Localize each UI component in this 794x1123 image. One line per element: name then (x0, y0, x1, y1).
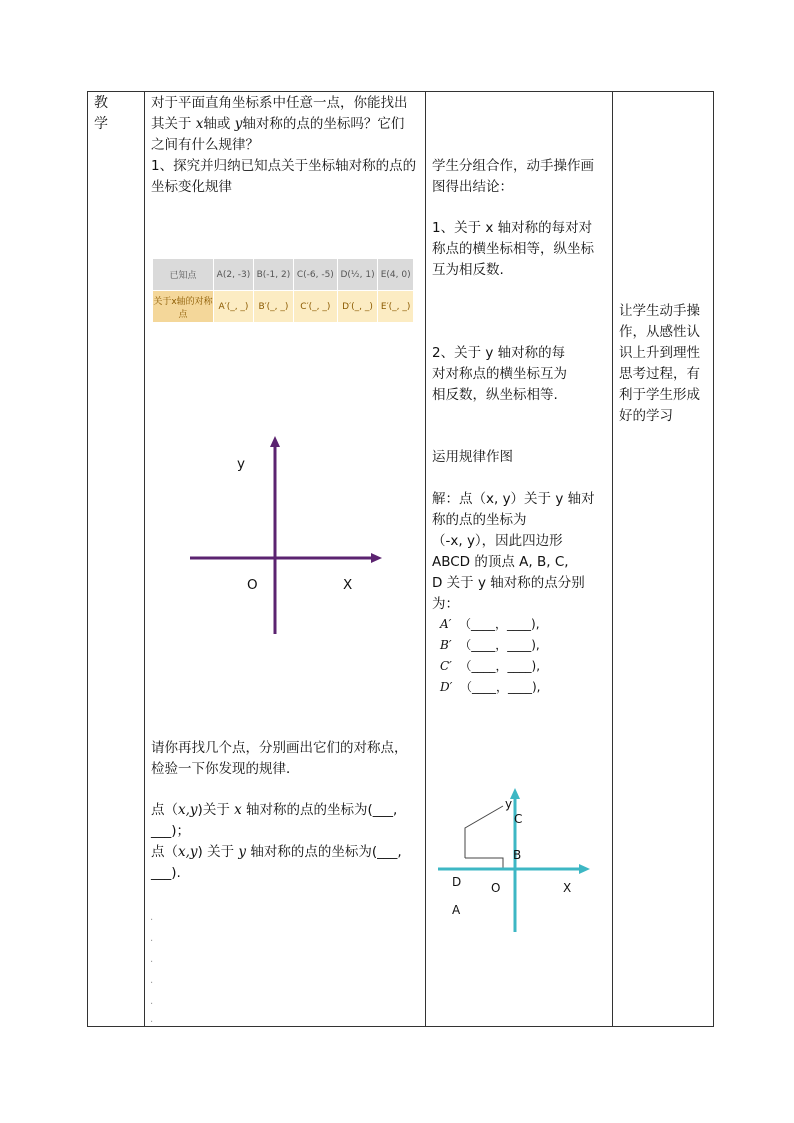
conclusion2-line-1: 2、关于 y 轴对称的每 (432, 345, 566, 361)
solution-line-6: 为： (432, 596, 459, 612)
point-a-label: A (452, 903, 461, 917)
table-cell: A′(_, _) (214, 291, 254, 323)
rule-x-line-2: ___)； (151, 823, 191, 839)
intent-line-4: 思考过程，有 (619, 366, 700, 382)
section-label: 教 学 (94, 95, 108, 132)
step1-line-2: 坐标变化规律 (151, 179, 232, 195)
table-cell: 关于x轴的对称点 (153, 291, 214, 323)
y-axis-label: y (505, 797, 513, 811)
solution-line-1: 解：点（x, y）关于 y 轴对 (432, 491, 595, 507)
solution-line-4: ABCD 的顶点 A, B, C, (432, 554, 569, 570)
table-cell: C(-6, -5) (293, 259, 337, 291)
table-cell: A(2, -3) (214, 259, 254, 291)
dot-marker: . (150, 954, 154, 965)
dot-marker: . (150, 975, 154, 986)
solution-line-5: D 关于 y 轴对称的点分别 (432, 575, 585, 591)
intent-line-2: 作，从感性认 (619, 324, 700, 340)
task-line-2: 检验一下你发现的规律． (151, 761, 300, 777)
table-cell: B(-1, 2) (253, 259, 293, 291)
intent-line-1: 让学生动手操 (619, 303, 700, 319)
group-line-1: 学生分组合作，动手操作画 (432, 158, 594, 174)
table-cell: B′(_, _) (253, 291, 293, 323)
dot-marker: . (150, 1014, 154, 1025)
y-axis-label: y (237, 456, 245, 472)
answer-row: D′ （____，____), (440, 680, 541, 694)
task-line-1: 请你再找几个点，分别画出它们的对称点， (151, 740, 408, 756)
answer-row: C′ （____，____), (440, 659, 541, 673)
intent-line-5: 利于学生形成 (619, 387, 700, 403)
x-axis-label: X (563, 881, 572, 895)
step1-line-1: 1、探究并归纳已知点关于坐标轴对称的点的 (151, 158, 417, 174)
table-cell: E(4, 0) (378, 259, 414, 291)
solution-line-2: 称的点的坐标为 (432, 512, 527, 528)
conclusion2-line-3: 相反数，纵坐标相等. (432, 387, 558, 403)
point-c-label: C (514, 812, 523, 826)
dot-marker: . (150, 912, 154, 923)
conclusion1-line-3: 互为相反数. (432, 262, 504, 278)
origin-label: O (247, 577, 258, 593)
table-cell: C′(_, _) (293, 291, 337, 323)
x-axis-label: X (343, 577, 353, 593)
rule-x-line: 点（x,y)关于 x 轴对称的点的坐标为(___, (151, 802, 398, 818)
table-cell: D′(_, _) (337, 291, 378, 323)
point-d-label: D (452, 875, 462, 889)
conclusion2-line-2: 对对称点的横坐标互为 (432, 366, 567, 382)
table-cell: 已知点 (153, 259, 214, 291)
rule-y-line: 点（x,y) 关于 y 轴对称的点的坐标为(___, (151, 844, 402, 860)
table-cell: E′(_, _) (378, 291, 414, 323)
intro-line-3: 之间有什么规律？ (151, 137, 259, 153)
point-b-label: B (513, 848, 522, 862)
group-line-2: 图得出结论： (432, 179, 513, 195)
quadrilateral-edge (465, 806, 503, 858)
intro-line-2: 其关于 x轴或 y轴对称的点的坐标吗？它们 (151, 116, 405, 132)
solution-line-3: （-x, y），因此四边形 (432, 533, 563, 549)
conclusion1-line-1: 1、关于 x 轴对称的每对对 (432, 220, 593, 236)
x-axis-arrow (579, 864, 590, 874)
table-cell: D(½, 1) (337, 259, 378, 291)
answer-row: A′ （____，____), (440, 617, 540, 631)
intent-line-6: 好的学习 (619, 408, 673, 424)
rule-y-line-2: ___). (151, 865, 181, 881)
conclusion1-line-2: 称点的横坐标相等，纵坐标 (432, 241, 594, 257)
answer-row: B′ （____，____), (440, 638, 540, 652)
origin-label: O (491, 881, 501, 895)
intro-line-1: 对于平面直角坐标系中任意一点，你能找出 (151, 95, 408, 111)
dot-marker: . (150, 933, 154, 944)
intent-line-3: 识上升到理性 (619, 345, 700, 361)
apply-heading: 运用规律作图 (432, 449, 513, 465)
dot-marker: . (150, 996, 154, 1007)
